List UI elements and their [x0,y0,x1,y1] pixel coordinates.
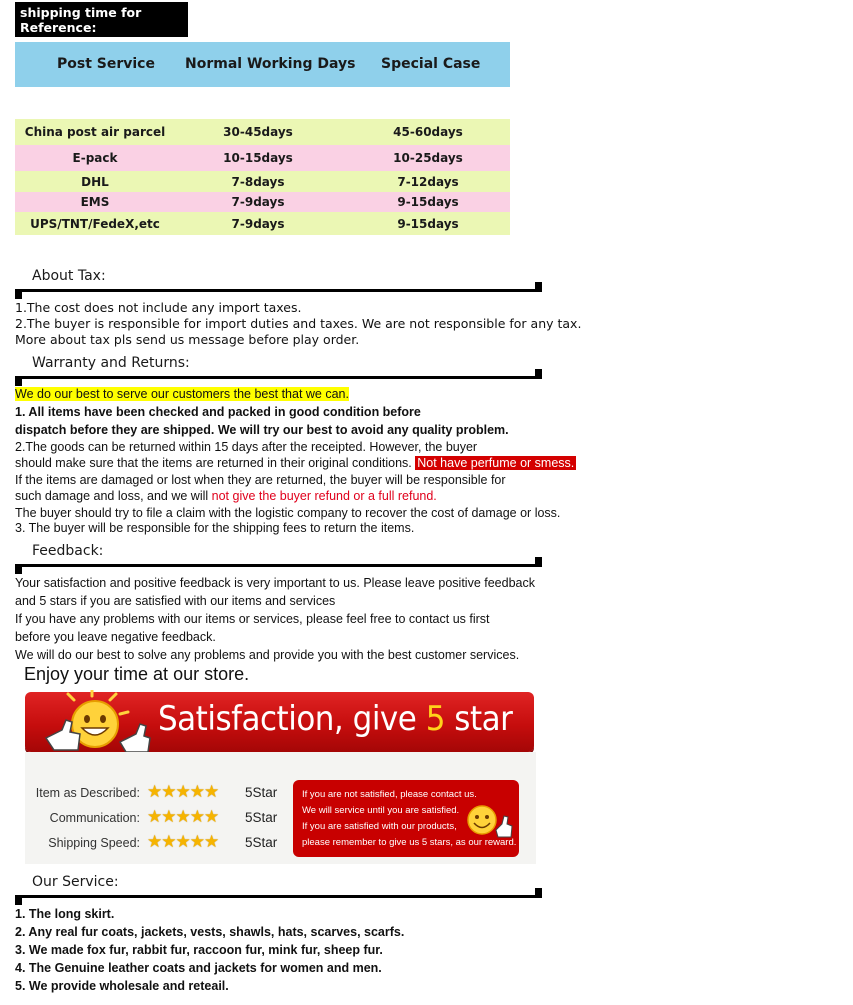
row-normal: 10-15days [223,151,293,165]
section-divider-marker [15,897,22,905]
warranty-highlight: We do our best to serve our customers the best that we can. [15,387,349,401]
note-line: If you are not satisfied, please contact us. [302,789,477,800]
smiley-thumbs-up-icon [40,690,152,756]
feedback-line: and 5 stars if you are satisfied with our items and services [15,594,336,608]
table-row [15,212,510,235]
service-title: Our Service: [32,874,119,890]
shipping-table-body [15,119,510,235]
table-row [15,145,510,171]
row-normal: 7-9days [231,216,285,231]
note-line: please remember to give us 5 stars, as our reward. [302,837,517,848]
service-line: 4. The Genuine leather coats and jackets for women and men. [15,961,382,975]
warranty-line: such damage and loss, and we will [15,489,212,503]
tax-line: 1.The cost does not include any import taxes. [15,300,302,315]
header-special-case: Special Case [381,56,481,72]
note-line: We will service until you are satisfied. [302,805,460,816]
banner-headline: Satisfaction, give 5 star [158,700,513,739]
feedback-line: If you have any problems with our items or services, please feel free to contact us first [15,612,490,626]
warranty-red-highlight: Not have perfume or smess. [417,456,575,470]
five-stars-icon: ★★★★★ [147,807,219,826]
service-line: 5. We provide wholesale and reteail. [15,979,229,993]
warranty-line: should make sure that the items are returned in their original conditions. [15,456,412,470]
row-special: 7-12days [397,174,459,189]
tax-title: About Tax: [32,268,106,284]
section-divider [15,564,542,567]
feedback-title: Feedback: [32,543,104,559]
enjoy-heading: Enjoy your time at our store. [24,664,250,684]
table-row [15,171,510,192]
warranty-line: 1. All items have been checked and packed in good condition before [15,405,421,419]
row-special: 9-15days [397,195,459,209]
row-service: E-pack [72,151,118,165]
header-normal-days: Normal Working Days [185,56,356,72]
row-normal: 7-9days [231,195,285,209]
service-line: 2. Any real fur coats, jackets, vests, shawls, hats, scarves, scarfs. [15,925,405,939]
row-normal: 30-45days [223,125,293,139]
section-divider [15,289,542,292]
reference-label: shipping time for Reference: [15,2,188,37]
section-divider-marker [15,291,22,299]
service-line: 3. We made fox fur, rabbit fur, raccoon fur, mink fur, sheep fur. [15,943,383,957]
rating-value: 5Star [245,785,278,800]
row-special: 45-60days [393,125,463,139]
row-service: UPS/TNT/FedeX,etc [30,216,160,231]
rating-value: 5Star [245,810,278,825]
five-stars-icon: ★★★★★ [147,782,219,801]
table-row [15,119,510,145]
rating-label: Shipping Speed: [48,836,140,850]
row-special: 9-15days [397,216,459,231]
smiley-thumbs-up-icon [462,800,514,840]
feedback-line: We will do our best to solve any problems and provide you with the best customer services. [15,648,520,662]
row-service: EMS [80,195,110,209]
feedback-line: Your satisfaction and positive feedback is very important to us. Please leave positive feedback [15,576,535,590]
tax-line: 2.The buyer is responsible for import duties and taxes. We are not responsible for any tax. [15,316,582,331]
row-normal: 7-8days [231,174,285,189]
section-divider [15,895,542,898]
row-service: DHL [81,174,109,189]
header-post-service: Post Service [57,56,155,72]
warranty-line: 2.The goods can be returned within 15 days after the receipted. However, the buyer [15,440,478,454]
warranty-red-text: not give the buyer refund or a full refund. [211,489,437,503]
rating-value: 5Star [245,835,278,850]
warranty-line: dispatch before they are shipped. We will try our best to avoid any quality problem. [15,423,509,437]
section-divider-marker [15,566,22,574]
note-line: If you are satisfied with our products, [302,821,457,832]
five-stars-icon: ★★★★★ [147,832,219,851]
table-row [15,192,510,212]
tax-line: More about tax pls send us message before play order. [15,332,360,347]
rating-label: Item as Described: [35,786,140,800]
rating-label: Communication: [49,811,140,825]
feedback-line: before you leave negative feedback. [15,630,216,644]
warranty-line: The buyer should try to file a claim with the logistic company to recover the cost of damage or loss. [15,506,561,520]
section-divider-marker [15,378,22,386]
row-special: 10-25days [393,151,463,165]
warranty-line: 3. The buyer will be responsible for the shipping fees to return the items. [15,521,415,535]
warranty-line: If the items are damaged or lost when they are returned, the buyer will be responsible for [15,473,506,487]
row-service: China post air parcel [24,125,166,139]
shipping-table-header [15,42,510,87]
service-line: 1. The long skirt. [15,907,115,921]
warranty-title: Warranty and Returns: [32,355,190,371]
section-divider [15,376,542,379]
